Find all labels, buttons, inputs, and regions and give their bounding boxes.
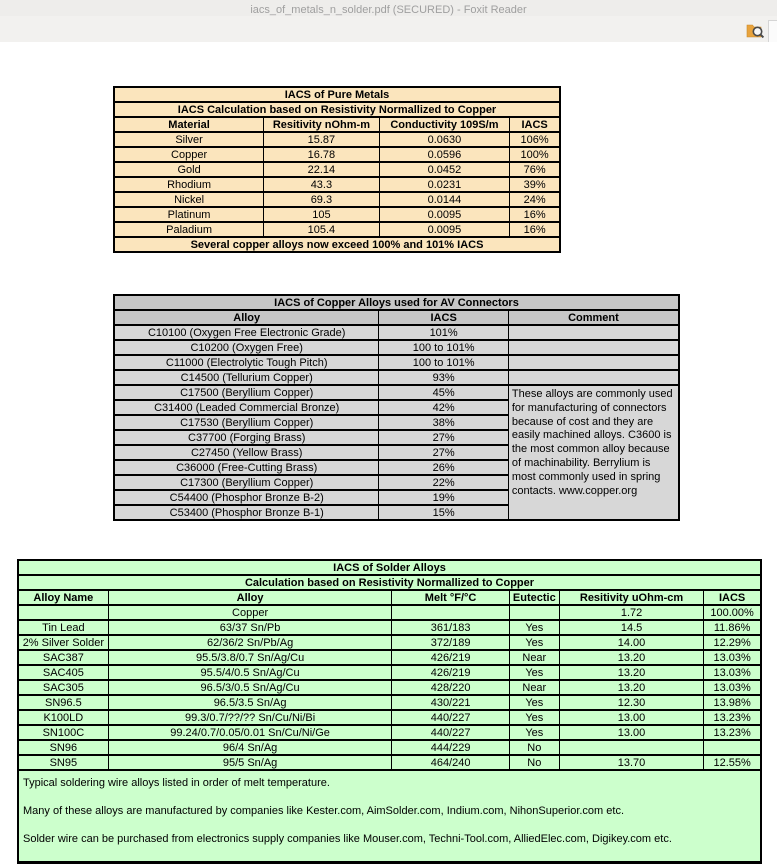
table-row — [114, 340, 679, 355]
table-footer-row — [114, 237, 560, 252]
table-cell: Rhodium — [114, 177, 264, 192]
comment-cell: These alloys are commonly used for manufacturing of connectors because of cost and they are easily machined alloys. C3600 is the most common alloy because of machinability. Berrylium is most commonly used in spring contacts. www.copper.org — [508, 385, 679, 520]
pdf-page — [0, 42, 777, 845]
table-row — [114, 147, 560, 162]
table-header-row — [114, 310, 679, 325]
table-cell: 39% — [510, 177, 560, 192]
table-row — [114, 132, 560, 147]
table-cell: K100LD — [18, 710, 108, 725]
window-title: iacs_of_metals_n_solder.pdf (SECURED) - Foxit Reader — [250, 4, 527, 16]
table-cell: 13.20 — [559, 680, 703, 695]
column-header: IACS — [704, 590, 761, 605]
table-cell: 15% — [379, 505, 508, 520]
column-header: Eutectic — [509, 590, 559, 605]
column-header: Comment — [508, 310, 679, 325]
table-row — [114, 385, 679, 400]
table-cell: C17300 (Beryllium Copper) — [114, 475, 379, 490]
solder-alloys-table — [17, 559, 762, 864]
table-cell: 100% — [510, 147, 560, 162]
table-cell: 15.87 — [264, 132, 380, 147]
table-cell: 440/227 — [392, 725, 509, 740]
table-cell: Yes — [509, 725, 559, 740]
table-row — [18, 680, 761, 695]
table-row — [18, 605, 761, 620]
table-row — [18, 695, 761, 710]
column-header: Resitivity nOhm-m — [264, 117, 380, 132]
table-cell: Copper — [108, 605, 392, 620]
table-cell: 24% — [510, 192, 560, 207]
table-cell: C14500 (Tellurium Copper) — [114, 370, 379, 385]
table-cell: SN95 — [18, 755, 108, 770]
table-cell: 13.03% — [704, 665, 761, 680]
column-header: Alloy Name — [18, 590, 108, 605]
table-cell: 13.23% — [704, 725, 761, 740]
table-cell: 42% — [379, 400, 508, 415]
table-cell: 13.20 — [559, 665, 703, 680]
table-header-row — [114, 117, 560, 132]
table-cell: 16% — [510, 207, 560, 222]
table-cell: 14.00 — [559, 635, 703, 650]
table-cell: 12.30 — [559, 695, 703, 710]
table-cell: 100.00% — [704, 605, 761, 620]
table-cell: 69.3 — [264, 192, 380, 207]
table-row — [18, 710, 761, 725]
column-header: Alloy — [114, 310, 379, 325]
table-cell: 372/189 — [392, 635, 509, 650]
column-header: Melt °F/°C — [392, 590, 509, 605]
table-cell: 0.0095 — [379, 222, 510, 237]
table-cell: 95.5/3.8/0.7 Sn/Ag/Cu — [108, 650, 392, 665]
table-row — [114, 222, 560, 237]
table-cell: 22% — [379, 475, 508, 490]
table-cell: 12.55% — [704, 755, 761, 770]
table-cell: Yes — [509, 665, 559, 680]
table-row — [18, 725, 761, 740]
table-cell: C31400 (Leaded Commercial Bronze) — [114, 400, 379, 415]
table-cell: 96.5/3.5 Sn/Ag — [108, 695, 392, 710]
table-cell: 27% — [379, 445, 508, 460]
titlebar — [0, 0, 777, 16]
table-cell: Near — [509, 680, 559, 695]
table-cell: 14.5 — [559, 620, 703, 635]
table-cell: C36000 (Free-Cutting Brass) — [114, 460, 379, 475]
toolbar — [0, 16, 777, 42]
table-cell: SAC387 — [18, 650, 108, 665]
table-cell: 95.5/4/0.5 Sn/Ag/Cu — [108, 665, 392, 680]
table-cell: 100 to 101% — [379, 340, 508, 355]
note-line: Many of these alloys are manufactured by companies like Kester.com, AimSolder.com, Indium.com, NihonSuperior.com etc. — [23, 805, 624, 817]
table-cell: Yes — [509, 620, 559, 635]
table-cell: 96.5/3/0.5 Sn/Ag/Cu — [108, 680, 392, 695]
column-header: Alloy — [108, 590, 392, 605]
table-cell: Yes — [509, 695, 559, 710]
table-cell: 27% — [379, 430, 508, 445]
table-cell: 13.00 — [559, 710, 703, 725]
table-cell: 361/183 — [392, 620, 509, 635]
table-cell: 13.23% — [704, 710, 761, 725]
comment-empty-cell — [508, 340, 679, 355]
table-title-row — [114, 87, 560, 102]
table-subtitle-row — [18, 575, 761, 590]
table-subtitle: Calculation based on Resistivity Normallized to Copper — [18, 575, 761, 590]
table-cell: 22.14 — [264, 162, 380, 177]
table-cell: 2% Silver Solder — [18, 635, 108, 650]
table-title-row — [114, 295, 679, 310]
table-cell: 95/5 Sn/Ag — [108, 755, 392, 770]
table-cell: Nickel — [114, 192, 264, 207]
table-cell: 105.4 — [264, 222, 380, 237]
table-cell: Platinum — [114, 207, 264, 222]
table-title: IACS of Solder Alloys — [18, 560, 761, 575]
table-subtitle: IACS Calculation based on Resistivity Normallized to Copper — [114, 102, 560, 117]
column-header: Material — [114, 117, 264, 132]
table-row — [18, 740, 761, 755]
table-cell: 99.24/0.7/0.05/0.01 Sn/Cu/Ni/Ge — [108, 725, 392, 740]
comment-empty-cell — [508, 325, 679, 340]
table-cell: 16% — [510, 222, 560, 237]
table-cell: Yes — [509, 710, 559, 725]
table-cell: C27450 (Yellow Brass) — [114, 445, 379, 460]
table-cell: Tin Lead — [18, 620, 108, 635]
table-row — [114, 355, 679, 370]
table-cell: 13.98% — [704, 695, 761, 710]
table-cell — [392, 605, 509, 620]
table-cell: 62/36/2 Sn/Pb/Ag — [108, 635, 392, 650]
table-cell: 13.00 — [559, 725, 703, 740]
table-title-row — [18, 560, 761, 575]
comment-empty-cell — [508, 370, 679, 385]
table-cell: Near — [509, 650, 559, 665]
table-cell: C54400 (Phosphor Bronze B-2) — [114, 490, 379, 505]
table-row — [114, 370, 679, 385]
table-row — [18, 665, 761, 680]
table-subtitle-row — [114, 102, 560, 117]
table-cell: 0.0596 — [379, 147, 510, 162]
table-cell: 0.0452 — [379, 162, 510, 177]
table-cell: C37700 (Forging Brass) — [114, 430, 379, 445]
table-cell: 13.03% — [704, 650, 761, 665]
column-header: Conductivity 109S/m — [379, 117, 510, 132]
table-cell: 428/220 — [392, 680, 509, 695]
table-cell: Gold — [114, 162, 264, 177]
table-row — [18, 620, 761, 635]
comment-empty-cell — [508, 355, 679, 370]
table-cell: 0.0231 — [379, 177, 510, 192]
table-cell: 0.0144 — [379, 192, 510, 207]
table-cell — [509, 605, 559, 620]
note-line: Typical soldering wire alloys listed in order of melt temperature. — [23, 777, 330, 789]
table-row — [114, 207, 560, 222]
table-cell: 101% — [379, 325, 508, 340]
table-row — [114, 192, 560, 207]
table-cell: Yes — [509, 635, 559, 650]
table-cell: SN100C — [18, 725, 108, 740]
table-cell — [559, 740, 703, 755]
table-cell: 0.0095 — [379, 207, 510, 222]
table-cell: 105 — [264, 207, 380, 222]
table-cell: 1.72 — [559, 605, 703, 620]
table-cell: Paladium — [114, 222, 264, 237]
table-cell: 426/219 — [392, 665, 509, 680]
table-cell: SAC305 — [18, 680, 108, 695]
table-cell: 26% — [379, 460, 508, 475]
table-footer: Several copper alloys now exceed 100% and 101% IACS — [114, 237, 560, 252]
table-cell: 464/240 — [392, 755, 509, 770]
table-cell: 426/219 — [392, 650, 509, 665]
table-cell: 106% — [510, 132, 560, 147]
table-cell: 100 to 101% — [379, 355, 508, 370]
table-cell: 0.0630 — [379, 132, 510, 147]
table-cell: 13.20 — [559, 650, 703, 665]
table-cell: 43.3 — [264, 177, 380, 192]
table-cell: SAC405 — [18, 665, 108, 680]
table-cell: 13.03% — [704, 680, 761, 695]
table-cell: 444/229 — [392, 740, 509, 755]
table-row — [114, 177, 560, 192]
table-cell: 96/4 Sn/Ag — [108, 740, 392, 755]
table-cell: 63/37 Sn/Pb — [108, 620, 392, 635]
table-cell: C17530 (Beryllium Copper) — [114, 415, 379, 430]
column-header: Resitivity uOhm-cm — [559, 590, 703, 605]
table-cell: 45% — [379, 385, 508, 400]
table-cell: SN96 — [18, 740, 108, 755]
table-cell: C53400 (Phosphor Bronze B-1) — [114, 505, 379, 520]
table-cell: 13.70 — [559, 755, 703, 770]
table-cell — [704, 740, 761, 755]
table-row — [18, 755, 761, 770]
copper-alloys-table — [113, 294, 680, 521]
table-cell: SN96.5 — [18, 695, 108, 710]
table-cell: 38% — [379, 415, 508, 430]
table-cell: 440/227 — [392, 710, 509, 725]
table-cell: 93% — [379, 370, 508, 385]
table-row — [18, 650, 761, 665]
table-header-row — [18, 590, 761, 605]
table-cell: No — [509, 755, 559, 770]
table-cell: 430/221 — [392, 695, 509, 710]
table-cell: 76% — [510, 162, 560, 177]
table-cell: 11.86% — [704, 620, 761, 635]
solder-notes — [18, 770, 761, 863]
column-header: IACS — [379, 310, 508, 325]
pure-metals-table — [113, 86, 561, 253]
table-row — [114, 325, 679, 340]
table-title: IACS of Copper Alloys used for AV Connectors — [114, 295, 679, 310]
table-cell — [18, 605, 108, 620]
table-cell: C11000 (Electrolytic Tough Pitch) — [114, 355, 379, 370]
table-row — [114, 162, 560, 177]
table-cell: 12.29% — [704, 635, 761, 650]
table-notes-row — [18, 770, 761, 863]
note-line: Solder wire can be purchased from electronics supply companies like Mouser.com, Techni-Tool.com, AlliedElec.com, Digikey.com etc. — [23, 833, 672, 845]
table-cell: Silver — [114, 132, 264, 147]
table-cell: C10100 (Oxygen Free Electronic Grade) — [114, 325, 379, 340]
column-header: IACS — [510, 117, 560, 132]
table-cell: C17500 (Beryllium Copper) — [114, 385, 379, 400]
table-title: IACS of Pure Metals — [114, 87, 560, 102]
table-cell: 99.3/0.7/??/?? Sn/Cu/Ni/Bi — [108, 710, 392, 725]
table-cell: C10200 (Oxygen Free) — [114, 340, 379, 355]
table-cell: Copper — [114, 147, 264, 162]
table-cell: 16.78 — [264, 147, 380, 162]
table-cell: 19% — [379, 490, 508, 505]
folder-search-icon[interactable] — [746, 22, 766, 40]
table-row — [18, 635, 761, 650]
table-cell: No — [509, 740, 559, 755]
